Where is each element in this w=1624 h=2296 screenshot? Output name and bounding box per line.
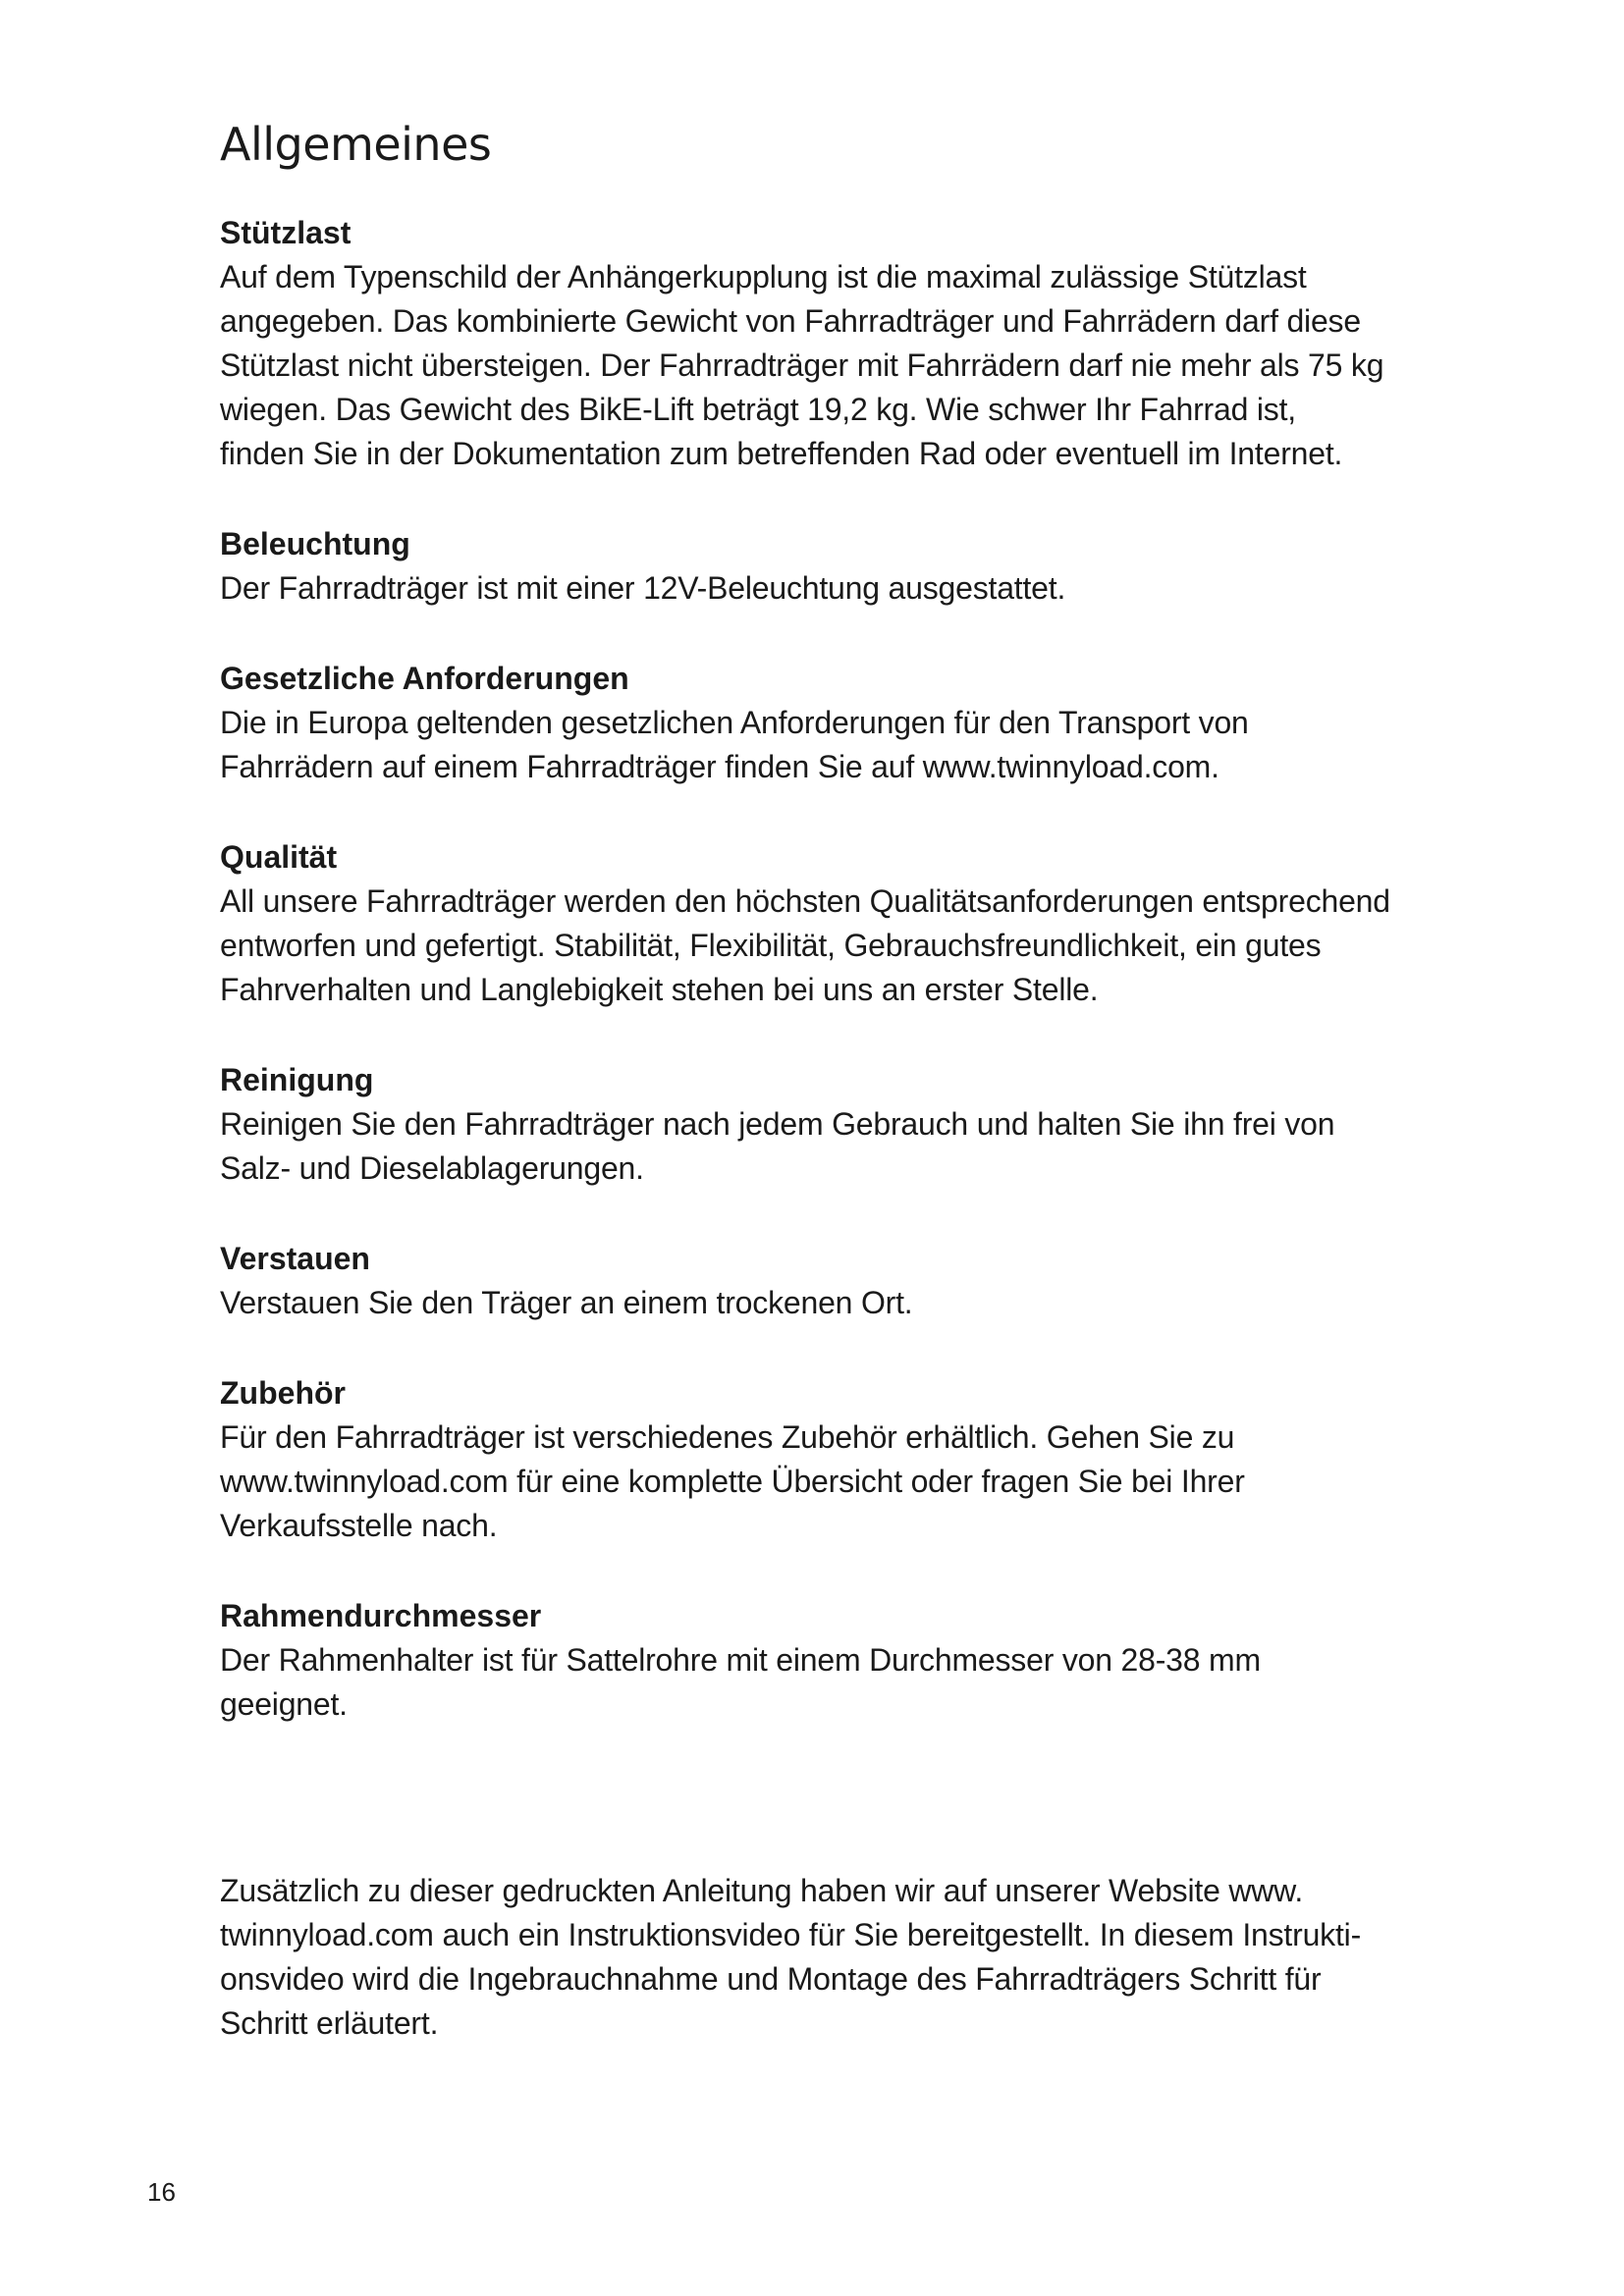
section-heading: Reinigung	[220, 1062, 374, 1098]
section-verstauen	[220, 1237, 1437, 1325]
section-body	[220, 701, 1437, 789]
section-body	[220, 255, 1437, 476]
note-line: onsvideo wird die Ingebrauchnahme und Montage des Fahrradträgers Schritt für	[220, 1961, 1322, 1997]
section-body	[220, 1415, 1437, 1548]
body-line: Salz- und Dieselablagerungen.	[220, 1150, 644, 1187]
page-content	[220, 118, 1437, 1773]
section-body	[220, 1638, 1437, 1727]
body-line: wiegen. Das Gewicht des BikE-Lift beträgt 19,2 kg. Wie schwer Ihr Fahrrad ist,	[220, 392, 1296, 428]
section-reinigung	[220, 1058, 1437, 1191]
body-line: Verkaufsstelle nach.	[220, 1508, 498, 1544]
body-line: Auf dem Typenschild der Anhängerkupplung ist die maximal zulässige Stützlast	[220, 259, 1307, 295]
section-heading: Zubehör	[220, 1375, 346, 1412]
section-body	[220, 880, 1437, 1012]
section-body	[220, 566, 1437, 611]
section-body	[220, 1281, 1437, 1325]
body-line: Die in Europa geltenden gesetzlichen Anforderungen für den Transport von	[220, 705, 1249, 741]
body-line: Stützlast nicht übersteigen. Der Fahrradträger mit Fahrrädern darf nie mehr als 75 kg	[220, 347, 1384, 384]
page-number: 16	[147, 2177, 176, 2207]
section-zubehoer	[220, 1371, 1437, 1548]
note-line: Schritt erläutert.	[220, 2005, 439, 2041]
section-heading: Verstauen	[220, 1241, 370, 1277]
body-line: finden Sie in der Dokumentation zum betreffenden Rad oder eventuell im Internet.	[220, 436, 1343, 472]
section-heading: Beleuchtung	[220, 526, 410, 562]
section-body	[220, 1102, 1437, 1191]
section-beleuchtung	[220, 522, 1437, 611]
instruction-video-note	[220, 1869, 1437, 2046]
body-line: Der Rahmenhalter ist für Sattelrohre mit einem Durchmesser von 28-38 mm	[220, 1642, 1261, 1679]
section-heading: Rahmendurchmesser	[220, 1598, 542, 1634]
body-line: Fahrrädern auf einem Fahrradträger finden Sie auf www.twinnyload.com.	[220, 749, 1219, 785]
body-line: All unsere Fahrradträger werden den höchsten Qualitätsanforderungen entsprechend	[220, 883, 1390, 920]
section-heading: Stützlast	[220, 215, 352, 251]
section-qualitaet	[220, 835, 1437, 1012]
section-rahmendurchmesser	[220, 1594, 1437, 1727]
body-line: Für den Fahrradträger ist verschiedenes Zubehör erhältlich. Gehen Sie zu	[220, 1419, 1235, 1456]
body-line: geeignet.	[220, 1686, 348, 1723]
body-line: Der Fahrradträger ist mit einer 12V-Beleuchtung ausgestattet.	[220, 570, 1066, 607]
section-gesetzliche-anforderungen	[220, 657, 1437, 789]
section-heading: Gesetzliche Anforderungen	[220, 661, 629, 697]
body-line: angegeben. Das kombinierte Gewicht von Fahrradträger und Fahrrädern darf diese	[220, 303, 1361, 340]
note-line: twinnyload.com auch ein Instruktionsvideo für Sie bereitgestellt. In diesem Instrukti-	[220, 1917, 1362, 1952]
note-line: Zusätzlich zu dieser gedruckten Anleitung haben wir auf unserer Website www.	[220, 1873, 1304, 1908]
body-line: Reinigen Sie den Fahrradträger nach jedem Gebrauch und halten Sie ihn frei von	[220, 1106, 1335, 1143]
section-heading: Qualität	[220, 839, 338, 876]
body-line: www.twinnyload.com für eine komplette Übersicht oder fragen Sie bei Ihrer	[220, 1464, 1245, 1500]
page-title: Allgemeines	[220, 118, 492, 171]
section-stuetzlast	[220, 211, 1437, 476]
body-line: entworfen und gefertigt. Stabilität, Flexibilität, Gebrauchsfreundlichkeit, ein gutes	[220, 928, 1322, 964]
body-line: Verstauen Sie den Träger an einem trockenen Ort.	[220, 1285, 913, 1321]
body-line: Fahrverhalten und Langlebigkeit stehen bei uns an erster Stelle.	[220, 972, 1099, 1008]
